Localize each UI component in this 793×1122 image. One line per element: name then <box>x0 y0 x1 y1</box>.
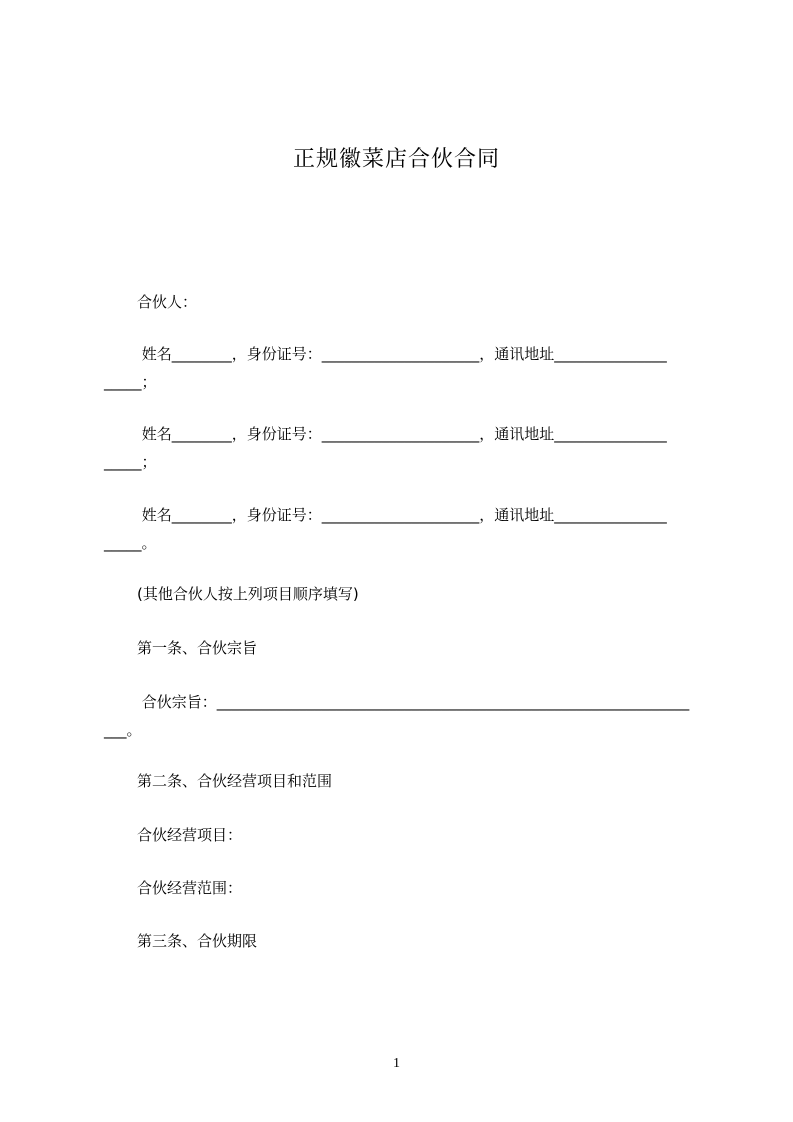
business-items-label: 合伙经营项目： <box>137 826 243 844</box>
partner-row-1-line-1: 姓名________，身份证号：_____________________，通讯地址_______________ <box>137 345 667 363</box>
partners-label: 合伙人： <box>137 293 198 311</box>
document-title: 正规徽菜店合伙合同 <box>292 147 500 172</box>
business-scope-label: 合伙经营范围： <box>137 879 243 897</box>
partner-row-2-line-1: 姓名________，身份证号：_____________________，通讯地址_______________ <box>137 425 667 443</box>
partners-note: (其他合伙人按上列项目顺序填写) <box>137 585 359 603</box>
partnership-purpose-line-1: 合伙宗旨：_______________________________________________________________ <box>137 693 690 711</box>
article-1-heading: 第一条、合伙宗旨 <box>137 639 258 657</box>
partner-row-3-line-1: 姓名________，身份证号：_____________________，通讯地址_______________ <box>137 506 667 524</box>
article-3-heading: 第三条、合伙期限 <box>137 932 258 950</box>
partner-row-2-line-2: _____； <box>104 453 157 471</box>
partnership-purpose-line-2: ___。 <box>104 721 142 739</box>
partner-row-1-line-2: _____； <box>104 373 157 391</box>
article-2-heading: 第二条、合伙经营项目和范围 <box>137 772 333 790</box>
partner-row-3-line-2: _____。 <box>104 534 157 552</box>
page-number: 1 <box>393 1056 400 1071</box>
